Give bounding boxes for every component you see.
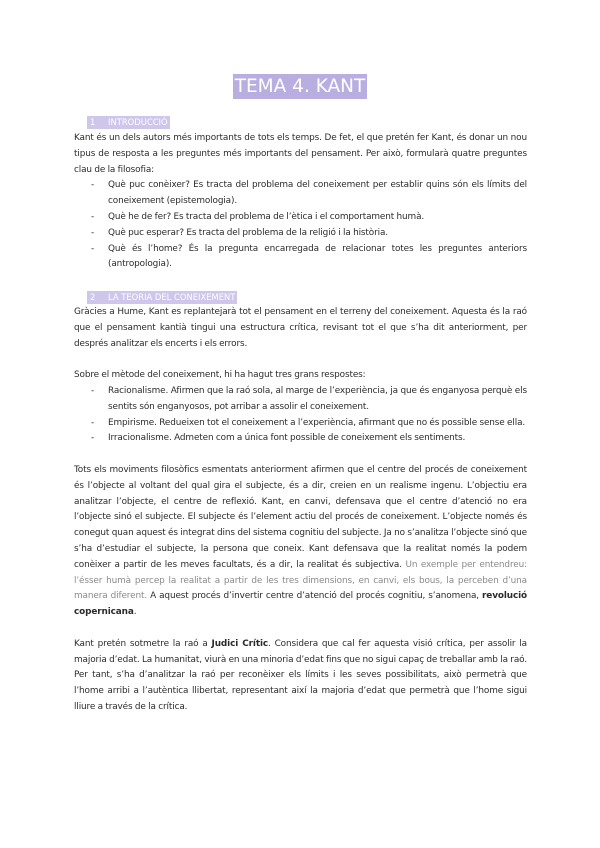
list-item: - Què puc esperar? Es tracta del problema de la religió i la història. [91,227,388,238]
section-1-body [74,131,527,273]
copernican-revolution-term: revolució copernicana [74,591,528,618]
list-item: - Què he de fer? Es tracta del problema de l’ètica i el comportament humà. [91,211,425,222]
questions-list [74,178,527,273]
section-2-number: 2 [90,292,96,302]
section-2-title: LA TEORIA DEL CONEIXEMENT [108,292,236,302]
section-1-heading [87,116,170,129]
intro-paragraph: Kant és un dels autors més importants de tots els temps. De fet, el que pretén fer Kant, és donar un nou tipus de resposta a les preguntes més importants del pensament. Per això, formularà quatre preguntes clau de la filosofia: [74,133,527,175]
section-2-heading [87,291,237,304]
paragraph-copernican: Tots els moviments filosòfics esmentats anteriorment afirmen que el centre del procés de coneixement és l’objecte al voltant del qual gira el subjecte, és a dir, creien en un realisme ingenu. L’objectiu era analitzar l’objecte, el centre de reflexió. Kant, en canvi, defensava que el centre d’atenció no era l’objecte sinó el subjecte. El subjecte és l’element actiu del procés de coneixement. L’objecte només és conegut quan aquest és integrat dins del sistema cognitiu del subjecte. Ja no s’analitza l’objecte sinó que s’ha d’estudiar el subjecte, la persona que coneix. Kant defensava que la realitat només la podem conèixer a partir de les meves facultats, és a dir, la realitat és subjectiva. Un exemple per entendreu: l’ésser humà percep la realitat a partir de les tres dimensions, en canvi, els bous, la perceben d’una manera diferent. A aquest procés d’invertir centre d’atenció del procés cognitiu, s’anomena, revolució copernicana. [74,464,528,618]
section-1-title: INTRODUCCIÓ [108,117,168,127]
page-title: TEMA 4. KANT [234,76,366,97]
answers-list [74,384,527,447]
section-1-number: 1 [90,117,96,127]
paragraph-method: Sobre el mètode del coneixement, hi ha hagut tres grans respostes: [74,370,366,381]
list-item: - Què puc conèixer? Es tracta del problema del coneixement per establir quins són els límits del coneixement (epistemologia). [91,180,527,207]
list-item: - Racionalisme. Afirmen que la raó sola, al marge de l’experiència, ja que és enganyosa perquè els sentits són enganyosos, pot arribar a assolir el coneixement. [91,385,527,412]
example-text: Un exemple per entendreu: l’ésser humà percep la realitat a partir de les tres dimensions, en canvi, els bous, la perceben d’una manera diferent. [74,559,527,602]
paragraph-hume: Gràcies a Hume, Kant es replantejarà tot el pensament en el terreny del coneixement. Aquesta és la raó que el pensament kantià tingui una estructura crítica, revisant tot el que s’ha dit anteriorment, per després analitzar els encerts i els errors. [74,307,527,349]
section-2-body [74,305,527,716]
critical-judgement-term: Judici Crític [211,638,269,649]
list-item: - Empirisme. Redueixen tot el coneixement a l’experiència, afirmant que no és possible sense ella. [91,417,526,428]
list-item: - Què és l’home? És la pregunta encarregada de relacionar totes les preguntes anteriors (antropologia). [91,243,527,270]
paragraph-critical-judgement: Kant pretén sotmetre la raó a Judici Crític. Considera que cal fer aquesta visió crítica, per assolir la majoria d’edat. La humanitat, viurà en una minoria d’edat fins que no sigui capaç de treballar amb la raó. Per tant, s’ha d’analitzar la raó per reconèixer els límits i les seves possibilitats, això permetrà que l’home arribi a l’autèntica llibertat, representant així la majoria d’edat que permetrà que l’home sigui lliure a través de la crítica. [74,638,527,712]
list-item: - Irracionalisme. Admeten com a única font possible de coneixement els sentiments. [91,433,466,444]
